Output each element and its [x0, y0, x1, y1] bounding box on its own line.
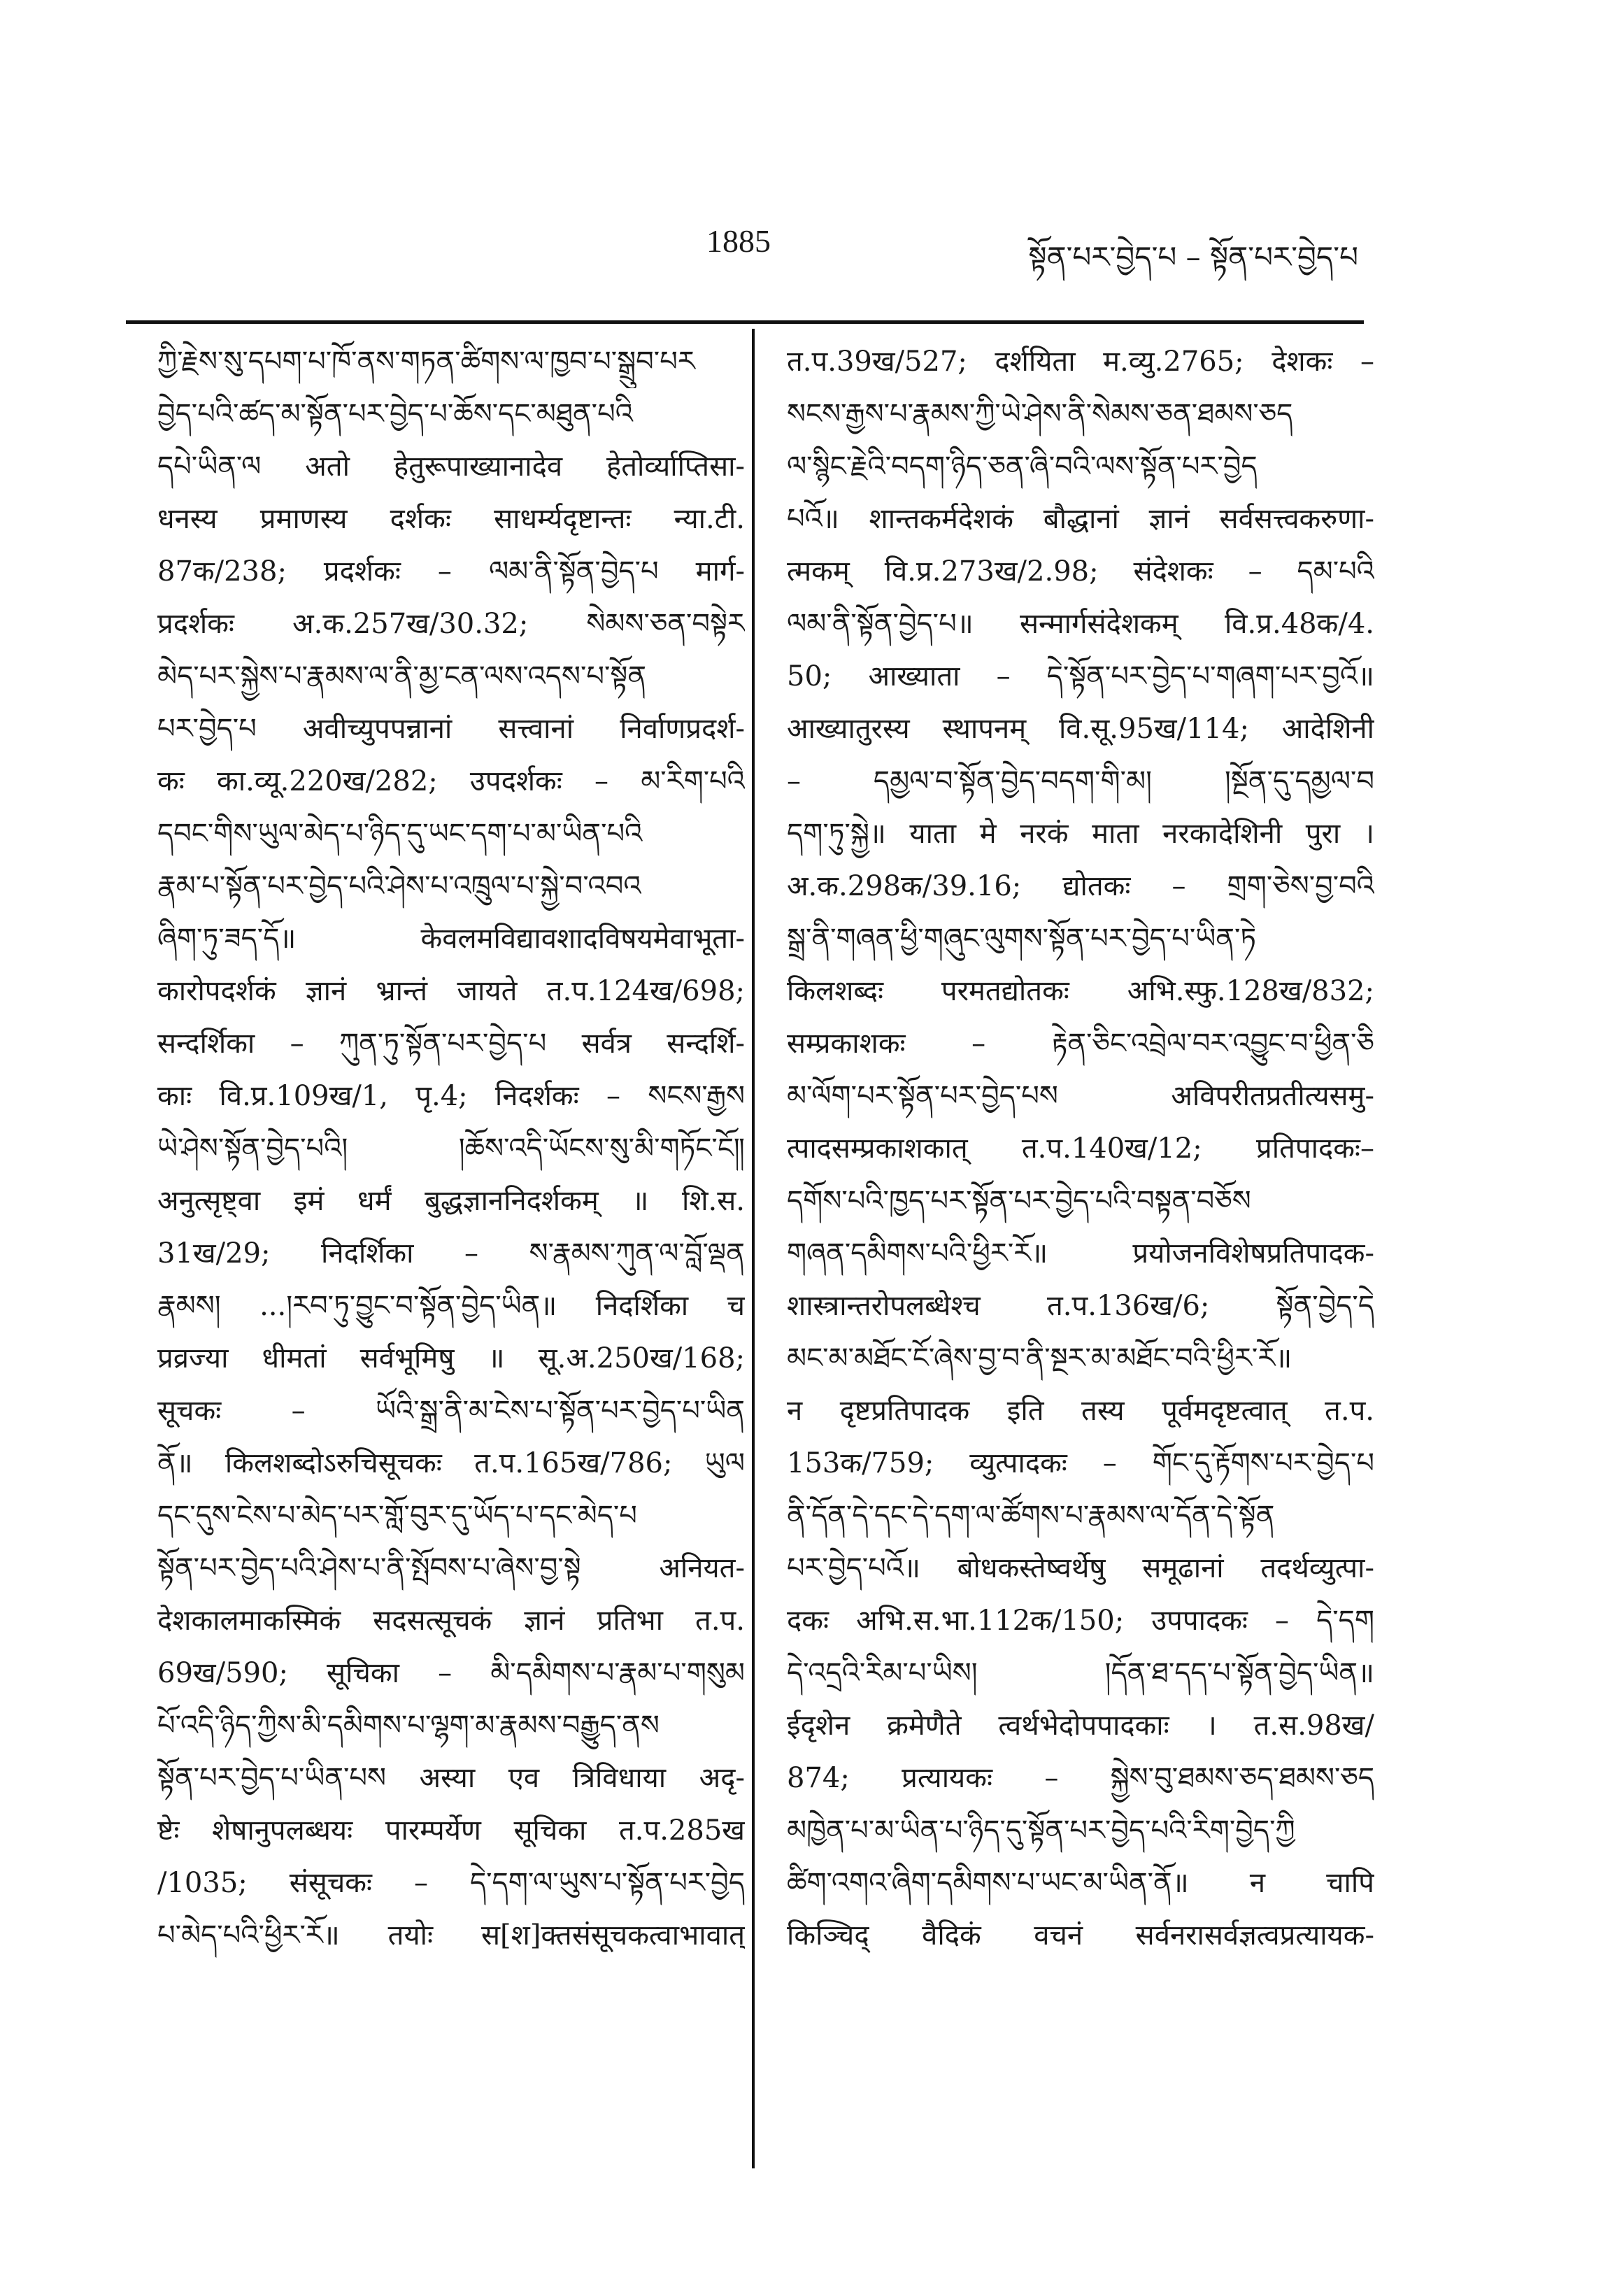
- text-line: प्रदर्शकः अ.क.257ख/30.32; སེམས་ཅན་བསྟེར: [157, 608, 745, 640]
- text-line: त.प.39ख/527; दर्शयिता म.व्यु.2765; देशकः –: [787, 346, 1374, 378]
- text-line: ནོ॥ किलशब्दोऽरुचिसूचकः त.प.165ख/786; ཡུལ: [157, 1447, 745, 1479]
- running-head: སྟོན་པར་བྱེད་པ – སྟོན་པར་བྱེད་པ: [1028, 240, 1358, 274]
- header-rule: [126, 320, 1364, 324]
- text-line: པར་བྱེད་པའོ॥ बोधकस्तेष्वर्थेषु समूढानां तदर्थव्युत्पा-: [787, 1552, 1374, 1584]
- text-line: སྟོན་པར་བྱེད་པའི་ཤེས་པ་ནི་སྤོབས་པ་ཞེས་བྱ་སྟེ अनियत-: [157, 1552, 745, 1584]
- text-line: – དམྱལ་བ་སྟོན་བྱེད་བདག་གི་མ། །སྔོན་དུ་དམྱལ་བ: [787, 765, 1374, 797]
- text-line: देशकालमाकस्मिकं सदसत्सूचकं ज्ञानं प्रतिभा त.प.: [157, 1605, 745, 1637]
- text-line: त्मकम् वि.प्र.273ख/2.98; संदेशकः – དམ་པའི: [787, 555, 1374, 588]
- text-line: མང་མ་མཐོང་ངོ་ཞེས་བྱ་བ་ནི་སྔར་མ་མཐོང་བའི་ཕྱིར་རོ॥: [787, 1342, 1292, 1374]
- text-line: རྣམས། ...།རབ་ཏུ་བྱུང་བ་སྟོན་བྱེད་ཡིན॥ निदर्शिका च: [157, 1290, 745, 1322]
- text-line: དང་དུས་ངེས་པ་མེད་པར་གློ་བུར་དུ་ཡོད་པ་དང་མེད་པ: [157, 1500, 637, 1532]
- text-line: མཁྱེན་པ་མ་ཡིན་པ་ཉིད་དུ་སྟོན་པར་བྱེད་པའི་རིག་བྱེད་ཀྱི: [787, 1814, 1295, 1847]
- text-line: ཡེ་ཤེས་སྟོན་བྱེད་པའི། །ཆོས་འདི་ཡོངས་སུ་མི་གཏོང་ངོ༎: [157, 1132, 745, 1165]
- text-line: དེ་འདྲའི་རིམ་པ་ཡིས། །དོན་ཐ་དད་པ་སྟོན་བྱེད་ཡིན॥: [787, 1657, 1374, 1689]
- text-line: कः का.व्यू.220ख/282; उपदर्शकः – མ་རིག་པའི: [157, 765, 745, 797]
- text-line: सन्दर्शिका – ཀུན་ཏུ་སྟོན་པར་བྱེད་པ सर्वत्र सन्दर्शि-: [157, 1028, 745, 1060]
- text-line: པའོ॥ शान्तकर्मदेशकं बौद्धानां ज्ञानं सर्वसत्त्वकरुणा-: [787, 503, 1374, 535]
- left-column: [157, 336, 745, 2168]
- text-line: अ.क.298क/39.16; द्योतकः – གྲག་ཅེས་བྱ་བའི: [787, 870, 1374, 902]
- text-line: न दृष्टप्रतिपादक इति तस्य पूर्वमदृष्टत्वात् त.प.: [787, 1395, 1374, 1427]
- text-line: གཞན་དམིགས་པའི་ཕྱིར་རོ॥ प्रयोजनविशेषप्रतिपादक-: [787, 1237, 1374, 1270]
- text-line: शास्त्रान्तरोपलब्धेश्च त.प.136ख/6; སྟོན་བྱེད་དེ: [787, 1290, 1374, 1322]
- text-line: སངས་རྒྱས་པ་རྣམས་ཀྱི་ཡེ་ཤེས་ནི་སེམས་ཅན་ཐམས་ཅད: [787, 398, 1293, 430]
- text-line: ནི་དོན་དེ་དང་དེ་དག་ལ་ཚོགས་པ་རྣམས་ལ་དོན་དེ་སྟོན: [787, 1500, 1275, 1532]
- right-column: [787, 336, 1374, 2168]
- text-line: པོ་འདི་ཉིད་ཀྱིས་མི་དམིགས་པ་ལྷག་མ་རྣམས་བརྒྱུད་ནས: [157, 1710, 660, 1742]
- text-line: དབང་གིས་ཡུལ་མེད་པ་ཉིད་དུ་ཡང་དག་པ་མ་ཡིན་པའི: [157, 818, 643, 850]
- text-line: 31ख/29; निदर्शिका – ས་རྣམས་ཀུན་ལ་བློ་ལྡན: [157, 1237, 745, 1270]
- text-line: ईदृशेन क्रमेणैते त्वर्थभेदोपपादकाः । त.स.98ख/: [787, 1710, 1374, 1742]
- text-line: ཚིག་འགའ་ཞིག་དམིགས་པ་ཡང་མ་ཡིན་ནོ॥ न चापि: [787, 1867, 1374, 1899]
- text-line: /1035; संसूचकः – དེ་དག་ལ་ཡུས་པ་སྟོན་པར་བྱེད: [157, 1867, 745, 1899]
- text-line: མ་ལོག་པར་སྟོན་པར་བྱེད་པས अविपरीतप्रतीत्यसमु-: [787, 1080, 1374, 1112]
- text-line: མེད་པར་སྐྱེས་པ་རྣམས་ལ་ནི་མྱ་ངན་ལས་འདས་པ་སྟོན: [157, 660, 647, 692]
- text-line: སྟོན་པར་བྱེད་པ་ཡིན་པས अस्या एव त्रिविधाया अदृ-: [157, 1762, 745, 1794]
- text-line: ཞིག་ཏུ་ཟད་དོ॥ केवलमविद्यावशादविषयमेवाभूता-: [157, 923, 745, 955]
- text-line: दकः अभि.स.भा.112क/150; उपपादकः – དེ་དག: [787, 1605, 1374, 1637]
- text-line: དཔེ་ཡིན་ལ अतो हेतुरूपाख्यानादेव हेतोर्व्याप्तिसा-: [157, 450, 745, 483]
- text-line: དག་ཏུ་སྐྱེ॥ याता मे नरकं माता नरकादेशिनी पुरा ।: [787, 818, 1374, 850]
- text-line: པར་བྱེད་པ अवीच्युपपन्नानां सत्त्वानां निर्वाणप्रदर्श-: [157, 713, 745, 745]
- text-line: 153क/759; व्युत्पादकः – གོང་དུ་རྟོགས་པར་བྱེད་པ: [787, 1447, 1374, 1479]
- text-line: काः वि.प्र.109ख/1, पृ.4; निदर्शकः – སངས་རྒྱས: [157, 1080, 745, 1112]
- text-line: 874; प्रत्यायकः – སྐྱེས་བུ་ཐམས་ཅད་ཐམས་ཅད: [787, 1762, 1374, 1794]
- text-line: प्रव्रज्या धीमतां सर्वभूमिषु ॥ सू.अ.250ख/168;: [157, 1342, 745, 1374]
- text-line: ष्टेः शेषानुपलब्धयः पारम्पर्येण सूचिका त.प.285ख: [157, 1814, 745, 1847]
- text-line: अनुत्सृष्ट्वा इमं धर्मं बुद्धज्ञाननिदर्शकम् ॥ शि.स.: [157, 1185, 745, 1217]
- text-line: དགོས་པའི་ཁྱད་པར་སྟོན་པར་བྱེད་པའི་བསྟན་བཅོས: [787, 1185, 1251, 1217]
- text-line: པ་མེད་པའི་ཕྱིར་རོ॥ तयोः स[श]क्तसंसूचकत्वाभावात्: [157, 1919, 745, 1952]
- text-line: सम्प्रकाशकः – རྟེན་ཅིང་འབྲེལ་བར་འབྱུང་བ་ཕྱིན་ཅི: [787, 1028, 1374, 1060]
- text-line: ལ་སྙིང་རྗེའི་བདག་ཉིད་ཅན་ཞི་བའི་ལས་སྟོན་པར་བྱེད: [787, 450, 1258, 483]
- text-line: 87क/238; प्रदर्शकः – ལམ་ནི་སྟོན་བྱེད་པ मार्ग-: [157, 555, 745, 588]
- text-line: सूचकः – ཡོའི་སྒྲ་ནི་མ་ངེས་པ་སྟོན་པར་བྱེད་པ་ཡིན: [157, 1395, 745, 1427]
- text-line: རྣམ་པ་སྟོན་པར་བྱེད་པའི་ཤེས་པ་འཁྲུལ་པ་སྐྱེ་བ་འབའ: [157, 870, 641, 902]
- text-line: 69ख/590; सूचिका – མི་དམིགས་པ་རྣམ་པ་གསུམ: [157, 1657, 745, 1689]
- text-line: ལམ་ནི་སྟོན་བྱེད་པ॥ सन्मार्गसंदेशकम् वि.प्र.48क/4.: [787, 608, 1374, 640]
- text-line: བྱེད་པའི་ཚད་མ་སྟོན་པར་བྱེད་པ་ཆོས་དང་མཐུན་པའི: [157, 398, 633, 430]
- column-divider: [752, 329, 755, 2168]
- text-line: धनस्य प्रमाणस्य दर्शकः साधर्म्यदृष्टान्तः न्या.टी.: [157, 503, 745, 535]
- text-line: 50; आख्याता – དེ་སྟོན་པར་བྱེད་པ་གཞག་པར་བྱའོ॥: [787, 660, 1374, 692]
- page-number: 1885: [706, 223, 771, 259]
- text-line: कारोपदर्शकं ज्ञानं भ्रान्तं जायते त.प.124ख/698;: [157, 975, 745, 1007]
- text-line: त्पादसम्प्रकाशकात् त.प.140ख/12; प्रतिपादकः–: [787, 1132, 1374, 1165]
- text-line: आख्यातुरस्य स्थापनम् वि.सू.95ख/114; आदेशिनी: [787, 713, 1374, 745]
- text-line: སྒྲ་ནི་གཞན་ཕྱི་གཞུང་ལུགས་སྟོན་པར་བྱེད་པ་ཡིན་ཏེ: [787, 923, 1257, 955]
- text-line: किञ्चिद् वैदिकं वचनं सर्वनरासर्वज्ञत्वप्रत्यायक-: [787, 1919, 1374, 1952]
- text-line: किलशब्दः परमतद्योतकः अभि.स्फु.128ख/832;: [787, 975, 1374, 1007]
- text-line: ཀྱི་རྗེས་སུ་དཔག་པ་ཁོ་ནས་གཏན་ཚིགས་ལ་ཁྱབ་པ་སྒྲུབ་པར: [157, 346, 695, 378]
